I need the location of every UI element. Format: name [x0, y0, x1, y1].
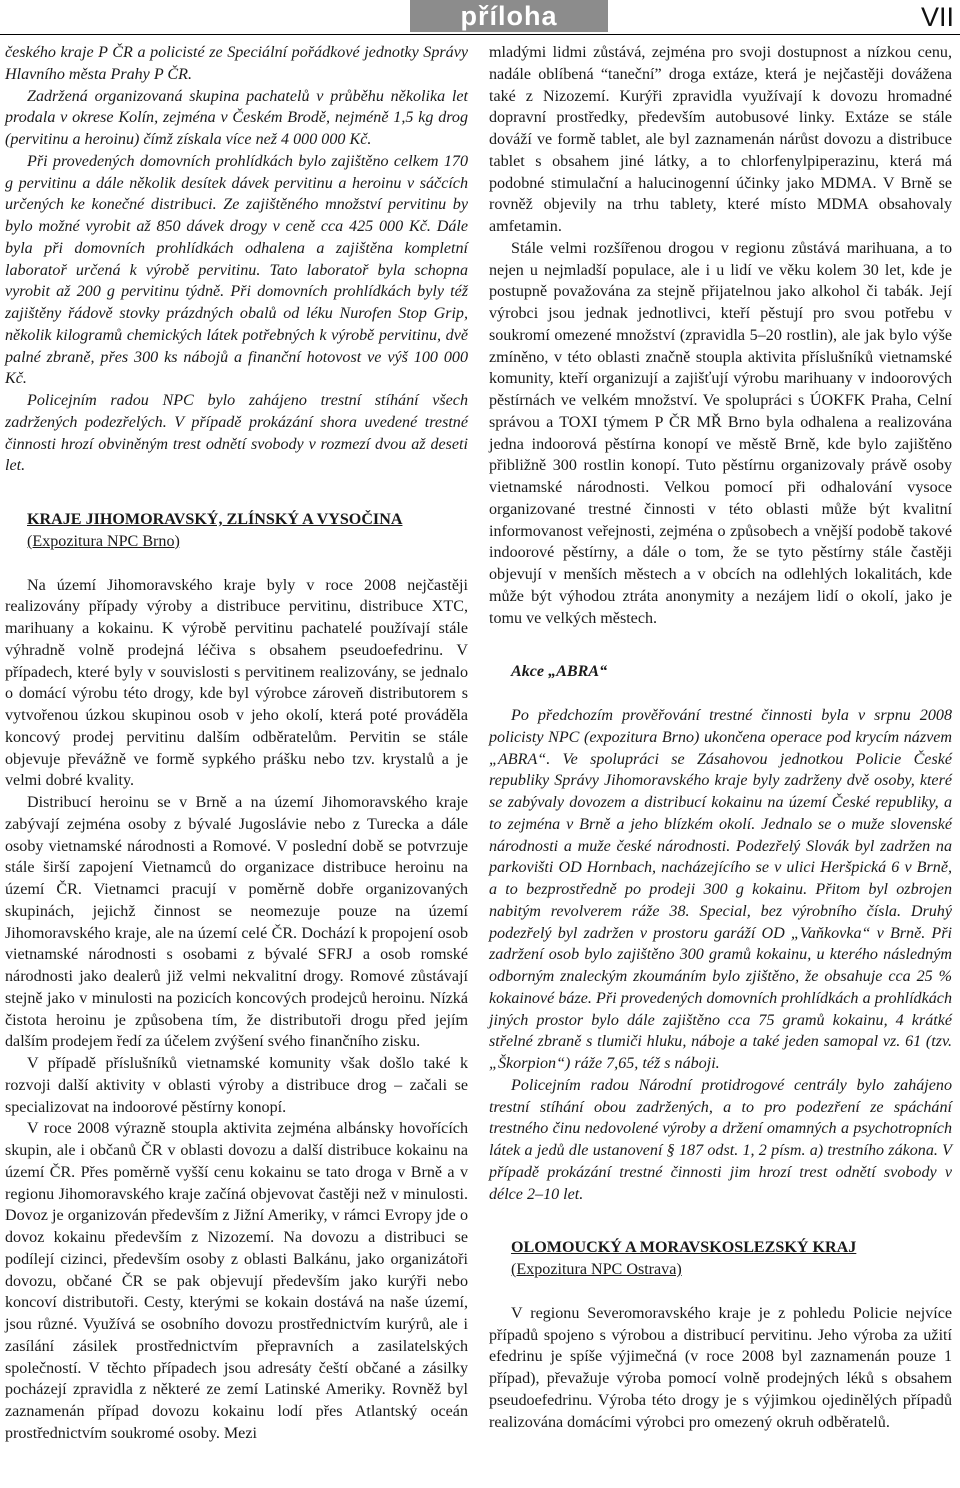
section-heading-olomoucky: OLOMOUCKÝ A MORAVSKOSLEZSKÝ KRAJ — [511, 1239, 857, 1257]
left-paragraph-6: Distribucí heroinu se v Brně a na území Jihomoravského kraje zabývají zejména osoby z bývalé Jugoslávie nebo z Turecka a dále osoby vietnamské národnosti a Romové. V poslední době se potvrzuje stále širší zapojení Vietnamců do organizace distribuce heroinu na území ČR. Vietnamci pracují v poměrně dobře organizovaných skupinách, jejichž činnost se neomezuje pouze na území Jihomoravského kraje, ale na území celé ČR. Dochází k propojení osob vietnamské národnosti s osobami z bývalé SFRJ a osob romské národnosti jako dealerů již velmi nekvalitní drogy. Romové zůstávají stejně jako v minulosti na pozicích koncových prodejců heroinu. Nízká čistota heroinu je způsobena tím, že distributoři drogu před jejím dalším prodejem ředí za účelem zvýšení svého finančního zisku. — [5, 794, 468, 1051]
right-paragraph-4: Policejním radou Národní protidrogové centrály bylo zahájeno trestní stíhání obou zadržených, a to pro podezření ze spáchání trestného činu nedovolené výroby a držení omamných a psychotropních látek a jedů dle ustanovení § 187 odst. 1, 2 písm. a) trestního zákona. V případě prokázání trestné činnosti jim hrozí trest odnětí svobody v délce 2–10 let. — [489, 1076, 952, 1203]
section-title: příloha — [410, 0, 608, 32]
page-header — [0, 0, 960, 38]
right-paragraph-2: Stále velmi rozšířenou drogou v regionu zůstává marihuana, a to nejen u nejmladší populace, ale i u lidí ve věku kolem 30 let, kde je postupně považována za stejně přijatelnou jako alkohol či tabák. Její výrobci jsou jednak jednotlivci, kteří pěstují pro svou potřebu v soukromí omezené množství (zpravidla 5–20 rostlin), ale jak bylo výše zmíněno, v této oblasti značně stoupla aktivita příslušníků vietnamské komunity, kteří organizují a zajišťují výrobu marihuany v indoorových pěstírnách ve velkém množství. Ve spolupráci s ÚOKFK Praha, Celní správou a TOXI týmem P ČR MŘ Brno byla odhalena a realizována jedna indoorová pěstírna konopí ve městě Brně, kde bylo zajištěno přibližně 300 rostlin konopí. Tuto pěstírnu organizovaly právě osoby vietnamské národnosti. Velkou pomocí při odhalování vysoce organizované trestné činnosti v této oblasti může být kvalitní informovanost veřejnosti, zejména o způsobech a vnější podobě takové indoorové pěstírny, a dále o tom, že se tyto pěstírny stále častěji objevují v menších městech a v obcích na odlehlých lokalitách, kde může být výhodou ztráta anonymity a nezájem lidí o okolí, jako je tomu ve velkých městech. — [489, 239, 952, 627]
right-paragraph-3: Po předchozím prověřování trestné činnosti byla v srpnu 2008 policisty NPC (expozitura Brno) ukončena operace pod krycím názvem „ABRA“. Ve spolupráci se Zásahovou jednotkou Policie České republiky Správy Jihomoravského kraje byly zadrženy dvě osoby, které se zabývaly dovozem a distribucí kokainu na území České republiky, a to zejména v Brně a jeho blízkém okolí. Jednalo se o muže slovenské národnosti a muže české národnosti. Podezřelý Slovák byl zadržen na parkovišti OD Hornbach, nacházejícího se v ulici Heršpická 6 v Brně, a to bezprostředně po prodeji 300 g kokainu. Přitom byl ozbrojen nabitým revolverem ráže 38. Special, bez výrobního čísla. Druhý podezřelý byl zadržen v prostoru garáží OD „Vaňkovka“ v Brně. Při zadržení osob bylo zajištěno 300 gramů kokainu, u kterého následným odborným znaleckým zkoumáním bylo zjištěno, že obsahuje cca 25 % kokainové báze. Při provedených domovních prohlídkách a prohlídkách jiných prostor bylo dále zajištěno cca 75 gramů kokainu, 4 krátké střelné zbraně s tlumiči hluku, náboje a také jeden samopal vz. 61 (tzv. „Škorpion“) ráže 7,65, též s náboji. — [489, 707, 952, 1072]
section-subheading-ostrava: (Expozitura NPC Ostrava) — [511, 1261, 682, 1278]
section-subheading-brno: (Expozitura NPC Brno) — [27, 532, 180, 550]
right-paragraph-5: V regionu Severomoravského kraje je z pohledu Policie nejvíce případů spojeno s výrobou a distribucí pervitinu. Jeho výroba za užití efedrinu je spíše výjimečná (v roce 2008 byl zaznamenán pouze 1 případ), převažuje výroba pomocí volně prodejných léků s obsahem pseudoefedrinu. Výroba této drogy je s výjimkou ojedinělých případů realizována domácími výrobci pro omezený okruh odběratelů. — [489, 1304, 952, 1431]
left-paragraph-1: českého kraje P ČR a policisté ze Speciální pořádkové jednotky Správy Hlavního města Prahy P ČR. — [5, 44, 468, 83]
page-number: VII — [920, 2, 954, 32]
left-column — [5, 42, 468, 1445]
section-heading-jihomoravsky: KRAJE JIHOMORAVSKÝ, ZLÍNSKÝ A VYSOČINA — [27, 511, 403, 528]
left-paragraph-8: V roce 2008 výrazně stoupla aktivita zejména albánsky hovořících skupin, ale i občanů ČR v oblasti dovozu a další distribuce kokainu na území ČR. Přes poměrně vyšší cenu kokainu se tato droga v Brně a v regionu Jihomoravského kraje začíná objevovat častěji než v minulosti. Dovoz je organizován především z Jižní Ameriky, v rámci Evropy jde o dovoz kokainu především z Nizozemí. Na dovozu a distribuci se podílejí cizinci, především osoby z oblasti Balkánu, jako organizátoři dovozu, občané ČR se pak objevují především jako kurýři nebo koncoví distributoři. Cesty, kterými se kokain dostává na naše území, jsou různé. Využívá se osobního dovozu prostřednictvím kurýrů, ale i zasílání zásilek prostřednictvím přepravních a zasilatelských společností. V těchto případech jsou adresáty čeští občané a zásilky pocházejí zpravidla z některé ze zemí Latinské Ameriky. Rovněž byl zaznamenán případ dovozu kokainu lodí přes Atlantský oceán prostřednictvím soukromé osoby. Mezi — [5, 1120, 468, 1442]
right-column — [489, 42, 952, 1433]
right-paragraph-1: mladými lidmi zůstává, zejména pro svoji dostupnost a nízkou cenu, nadále oblíbená “taneční” droga extáze, která je nejčastěji dovážena také z Nizozemí. Kurýři zpravidla využívají k dovozu hromadné dopravní prostředky, především autobusové linky. Extáze se stále dováží ve formě tablet, ale byl zaznamenán nárůst dovozu a distribuce tablet s obsahem jiné látky, a to chlorfenylpiperazinu, která má podobné stimulační a halucinogenní účinky jako MDMA. V Brně se rovněž objevily na trhu tablety, které místo MDMA obsahovaly amfetamin. — [489, 44, 952, 235]
left-paragraph-3: Při provedených domovních prohlídkách bylo zajištěno celkem 170 g pervitinu a dále několik desítek dávek pervitinu a heroinu v sáčcích určených ke konečné distribuci. Ze zajištěného množství pervitinu by bylo možné vyrobit až 850 dávek drogy v ceně cca 425 000 Kč. Dále byla při domovních prohlídkách odhalena a zajištěna kompletní laboratoř určená k výrobě pervitinu. Tato laboratoř byla schopna vyrobit až 200 g pervitinu týdně. Při domovních prohlídkách byly též zajištěny řádově stovky prázdných obalů od léku Nurofen Stop Grip, několik kilogramů chemických látek potřebných k výrobě pervitinu, dvě palné zbraně, přes 300 ks nábojů a finanční hotovost ve výš 100 000 Kč. — [5, 152, 468, 388]
left-paragraph-2: Zadržená organizovaná skupina pachatelů v průběhu několika let prodala v okrese Kolín, zejména v Českém Brodě, nejméně 1,5 kg drog (pervitinu a heroinu) čímž získala více než 4 000 000 Kč. — [5, 87, 468, 148]
akce-abra-title: Akce „ABRA“ — [511, 663, 608, 681]
header-rule — [0, 34, 960, 35]
left-paragraph-5: Na území Jihomoravského kraje byly v roce 2008 nejčastěji realizovány případy výroby a distribuce pervitinu, distribuce XTC, marihuany a kokainu. K výrobě pervitinu pachatelé používají stále výhradně volně prodejná léčiva s obsahem pseudoefedrinu. V případech, které byly v souvislosti s pervitinem realizovány, se jednalo o domácí výrobu této drogy, kde byl výrobce zároveň distributorem s vytvořenou úzkou skupinou osob v jeho okolí, která poté prováděla koncový prodej pervitinu dalším odběratelům. Pervitin se stále objevuje převážně ve formě sypkého prášku nebo tzv. krystalů a je velmi dobré kvality. — [5, 576, 468, 790]
left-paragraph-7: V případě příslušníků vietnamské komunity však došlo také k rozvoji další aktivity v oblasti výroby a distribuce drog – začali se specializovat na indoorové pěstírny konopí. — [5, 1055, 468, 1116]
left-paragraph-4: Policejním radou NPC bylo zahájeno trestní stíhání všech zadržených podezřelých. V případě prokázání shora uvedené trestné činnosti hrozí obviněným trest odnětí svobody v rozmezí dvou až deseti let. — [5, 392, 468, 475]
